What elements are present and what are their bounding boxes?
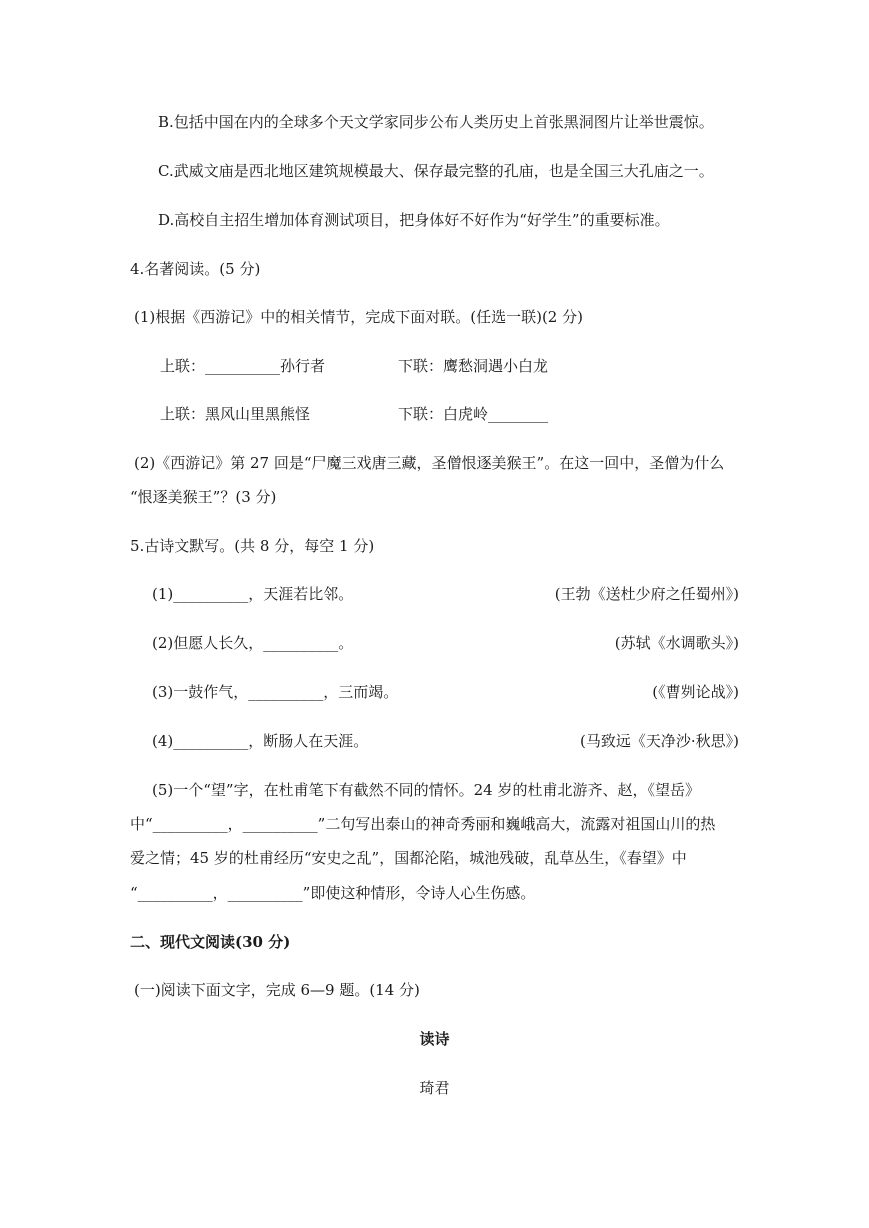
recite-2-source: (苏轼《水调歌头》) (614, 634, 739, 652)
recite-2: (2)但愿人长久，__________。 (152, 634, 354, 652)
recite-5-line-1: (5)一个“望”字，在杜甫笔下有截然不同的情怀。24 岁的杜甫北游齐、赵，《望岳》 (152, 781, 700, 799)
question-4-title: 4.名著阅读。(5 分) (130, 260, 261, 278)
recite-1-source: (王勃《送杜少府之任蜀州》) (554, 585, 739, 603)
recite-1: (1)__________，天涯若比邻。 (152, 585, 354, 603)
couplet-1-lower: 下联：鹰愁洞遇小白龙 (398, 357, 549, 375)
question-5-title: 5.古诗文默写。(共 8 分，每空 1 分) (130, 537, 375, 555)
recite-5-line-4: “__________，__________”即使这种情形，令诗人心生伤感。 (130, 884, 536, 902)
couplet-2-lower: 下联：白虎岭________ (398, 405, 549, 423)
option-d: D.高校自主招生增加体育测试项目，把身体好不好作为“好学生”的重要标准。 (158, 211, 670, 229)
option-b: B.包括中国在内的全球多个天文学家同步公布人类历史上首张黑洞图片让举世震惊。 (158, 113, 714, 131)
reading-1-intro: (一)阅读下面文字，完成 6—9 题。(14 分) (134, 981, 420, 999)
recite-3: (3)一鼓作气，__________，三而竭。 (152, 683, 399, 701)
couplet-1-upper: 上联：__________孙行者 (160, 357, 326, 375)
article-author: 琦君 (419, 1079, 450, 1097)
recite-4-source: (马致远《天净沙·秋思》) (580, 732, 739, 750)
recite-5-line-3: 爱之情；45 岁的杜甫经历“安史之乱”，国都沦陷，城池残破，乱草丛生，《春望》中 (130, 849, 687, 867)
section-2-heading: 二、现代文阅读(30 分) (130, 933, 291, 951)
question-4-part-2-cont: “恨逐美猴王”？(3 分) (130, 488, 277, 506)
couplet-2-upper: 上联：黑风山里黑熊怪 (160, 405, 311, 423)
recite-3-source: (《曹刿论战》) (652, 683, 739, 701)
article-title: 读诗 (419, 1030, 450, 1048)
question-4-part-2: (2)《西游记》第 27 回是“尸魔三戏唐三藏，圣僧恨逐美猴王”。在这一回中，圣僧为什么 (134, 454, 725, 472)
question-4-part-1: (1)根据《西游记》中的相关情节，完成下面对联。(任选一联)(2 分) (134, 308, 583, 326)
option-c: C.武威文庙是西北地区建筑规模最大、保存最完整的孔庙，也是全国三大孔庙之一。 (158, 162, 714, 180)
recite-5-line-2: 中“__________，__________”二句写出泰山的神奇秀丽和巍峨高大，流露对祖国山川的热 (130, 815, 716, 833)
recite-4: (4)__________，断肠人在天涯。 (152, 732, 369, 750)
